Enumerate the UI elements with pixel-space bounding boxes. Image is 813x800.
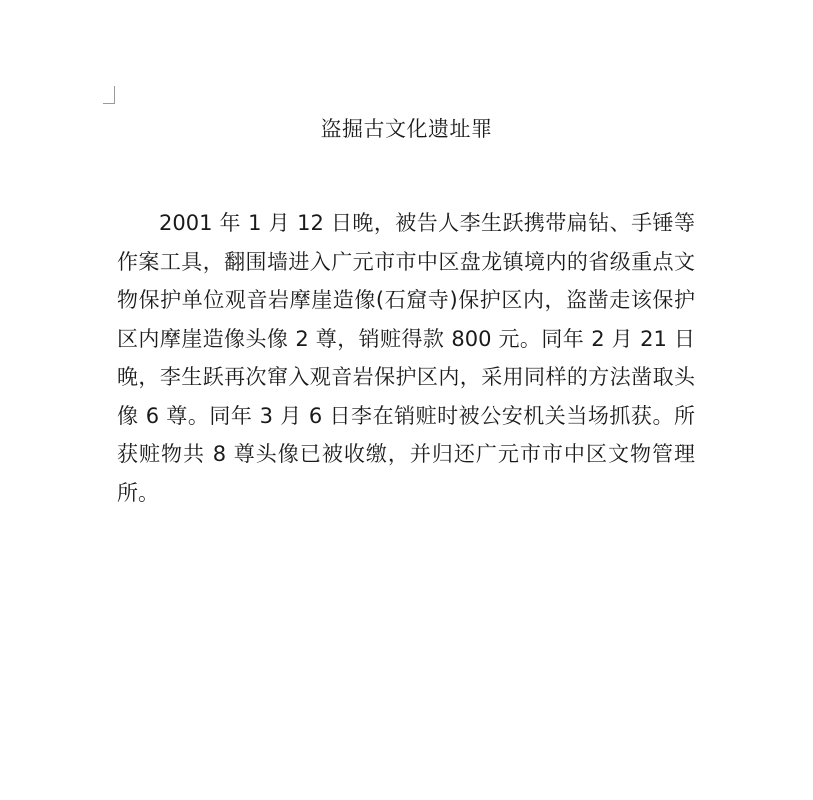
margin-corner-mark (103, 86, 115, 104)
document-title: 盗掘古文化遗址罪 (320, 117, 493, 141)
document-body-paragraph: 2001 年 1 月 12 日晚，被告人李生跃携带扁钻、手锤等作案工具，翻围墙进入广元市市中区盘龙镇境内的省级重点文物保护单位观音岩摩崖造像(石窟寺)保护区内，盗凿走该保护区内摩崖造像头像 2 尊，销赃得款 800 元。同年 2 月 21 日晚，李生跃再次窜入观音岩保护区内，采用同样的方法凿取头像 6 尊。同年 3 月 6 日李在销赃时被公安机关当场抓获。所获赃物共 8 尊头像已被收缴，并归还广元市市中区文物管理所。 (117, 211, 695, 505)
